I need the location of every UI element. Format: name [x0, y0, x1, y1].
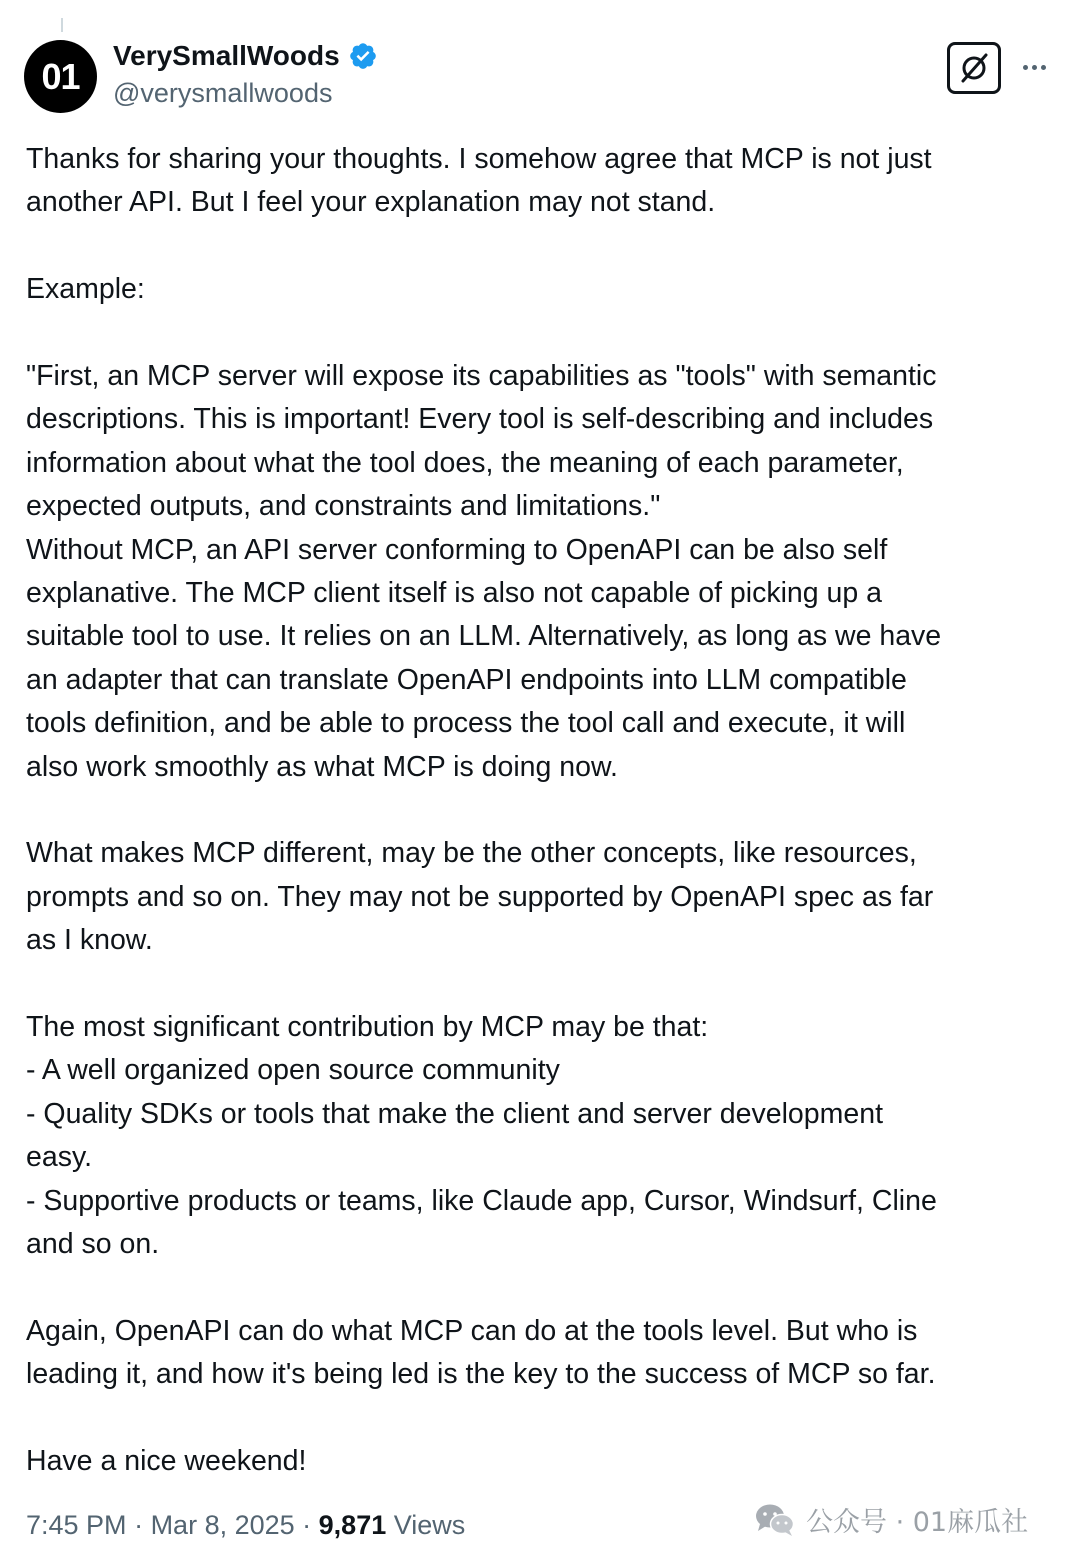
paragraph-gap [26, 963, 1056, 1006]
tweet-meta [26, 1510, 465, 1541]
wechat-icon [754, 1502, 796, 1538]
tweet-time[interactable]: 7:45 PM [26, 1510, 127, 1540]
paragraph-gap [26, 312, 1056, 355]
avatar[interactable] [24, 40, 97, 113]
tweet-paragraph: Have a nice weekend! [26, 1445, 307, 1478]
tweet-text [26, 138, 1056, 1484]
paragraph-gap [26, 789, 1056, 832]
avatar-text: 01 [41, 55, 80, 97]
paragraph-gap [26, 1397, 1056, 1440]
tweet-paragraph: The most significant contribution by MCP may be that: - A well organized open source community - Quality SDKs or tools that make the client and server development easy. - Supportive products or teams, like Claude app, Cursor, Windsurf, Cline and so on. [26, 1011, 937, 1261]
more-options-dot [1041, 65, 1046, 70]
watermark [754, 1500, 1028, 1539]
more-options-button[interactable] [1016, 52, 1052, 82]
tweet-paragraph: Example: [26, 273, 145, 306]
meta-separator: · [294, 1510, 319, 1540]
grok-icon [956, 50, 992, 86]
tweet-paragraph: Thanks for sharing your thoughts. I somehow agree that MCP is not just another API. But I feel your explanation may not stand. [26, 143, 932, 219]
author-display-name[interactable]: VerySmallWoods [113, 40, 340, 71]
more-options-icon [1023, 65, 1028, 70]
views-count[interactable]: 9,871 [318, 1510, 387, 1540]
grok-button[interactable] [947, 42, 1001, 94]
verified-badge-icon[interactable] [348, 41, 378, 71]
author-handle[interactable]: @verysmallwoods [113, 78, 333, 108]
meta-separator: · [126, 1510, 151, 1540]
tweet-paragraph: "First, an MCP server will expose its capabilities as "tools" with semantic descriptions. This is important! Every tool is self-describing and includes information about what the tool does, the meaning of each parameter, expected outputs, and constraints and limitations." Without MCP, an API server conforming to OpenAPI can be also self explanative. The MCP client itself is also not capable of picking up a suitable tool to use. It relies on an LLM. Alternatively, as long as we have an adapter that can translate OpenAPI endpoints into LLM compatible tools definition, and be able to process the tool call and execute, it will also work smoothly as what MCP is doing now. [26, 360, 942, 783]
views-label: Views [386, 1510, 466, 1540]
thread-connector-line [61, 18, 63, 32]
paragraph-gap [26, 225, 1056, 268]
tweet-paragraph: What makes MCP different, may be the other concepts, like resources, prompts and so on. They may not be supported by OpenAPI spec as far as I know. [26, 837, 934, 957]
more-options-dot [1032, 65, 1037, 70]
tweet-paragraph: Again, OpenAPI can do what MCP can do at the tools level. But who is leading it, and how it's being led is the key to the success of MCP so far. [26, 1314, 936, 1391]
paragraph-gap [26, 1267, 1056, 1310]
watermark-text: 公众号 · 01麻瓜社 [806, 1507, 1029, 1538]
author-name-row [113, 40, 378, 72]
tweet-date[interactable]: Mar 8, 2025 [150, 1510, 295, 1540]
